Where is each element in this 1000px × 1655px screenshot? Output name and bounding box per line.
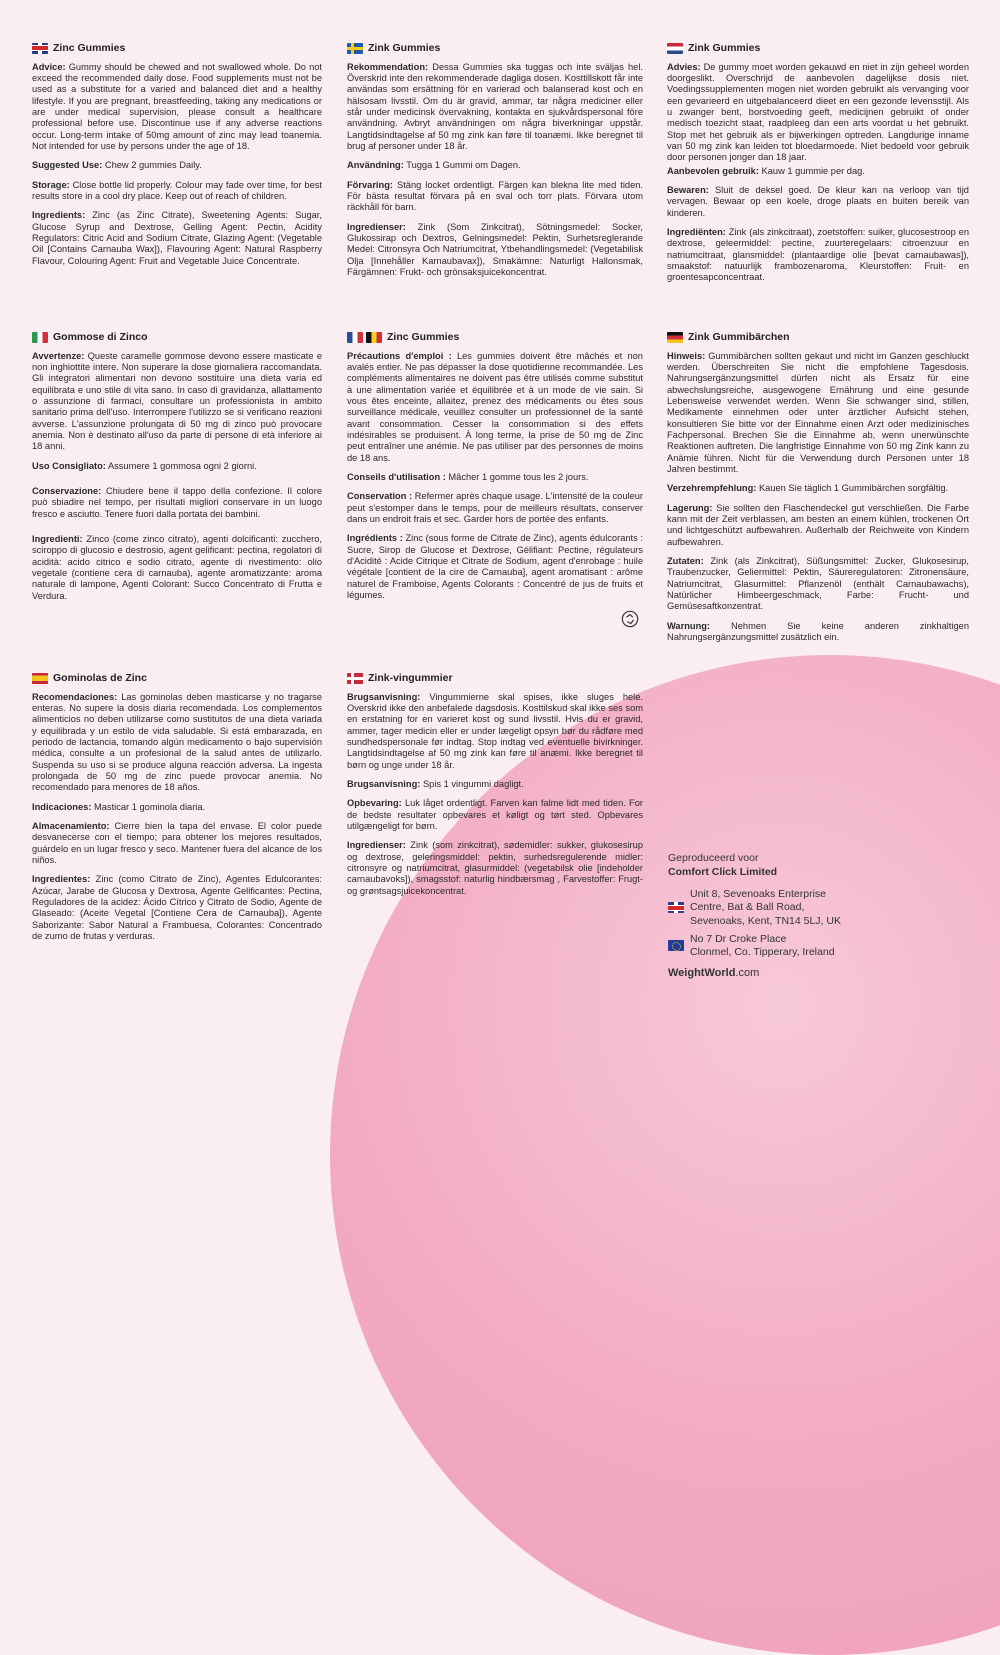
panel-es [32, 672, 322, 950]
denmark-flag-icon [347, 673, 363, 684]
company-name: Comfort Click Limited [668, 866, 778, 879]
panel-title: Gommose di Zinco [32, 331, 322, 344]
advice: Avvertenze: Queste caramelle gommose devono essere masticate e non inghiottite intere. Non superare la dose giornaliera raccomandata. Gli integratori alimentari non devono sostituire una dieta varia ed equilibrata e uno stile di vita sano. In caso di gravidanza, allattamento o assunzione di farmaci, consultare un professionista in ambito sanitario prima dell'uso. Interrompere l'utilizzo se si verificano reazioni avverse. L'assunzione prolungata di 50 mg di zinco può provocare anemia. Non è destinato all'uso da parte di persone di età inferiore ai 18 anni. [32, 350, 322, 452]
suggested-use: Brugsanvisning: Spis 1 vingummi dagligt. [347, 779, 524, 790]
storage: Förvaring: Stäng locket ordentligt. Färgen kan blekna lite med tiden. För bästa resultat förvara på en sval och torr plats. Förvara utom räckhåll för barn. [347, 179, 643, 213]
uk-flag-icon [32, 43, 48, 54]
storage: Bewaren: Sluit de deksel goed. De kleur kan na verloop van tijd vervagen. Bewaar op een koele, droge plaats en buiten bereik van kinderen. [667, 185, 969, 218]
website: WeightWorld.com [668, 966, 760, 979]
ingredients: Ingredientes: Zinc (como Citrato de Zinc), Agentes Edulcorantes: Azúcar, Jarabe de Glucosa y Dextrosa, Agente Gelificantes: Pectina, Reguladores de la acidez: Ácido Cítrico y Citrato de Sodio, Agente de Glaseado: (Aceite Vegetal [Contiene Cera de Carnauba]), Agente Saborizante: Sabor Natural a Frambuesa, Colorantes: Concentrado de zumo de frutas y verduras. [32, 874, 322, 942]
ingredients: Ingredienser: Zink (som zinkcitrat), sødemidler: sukker, glukosesirup og dextrose, geleringsmiddel: pektin, surhedsregulerende midler: citronsyre og natriumcitrat, glasurmiddel: (vegetabilsk olie [indeholder carnaubavoks]), smagsstof: naturlig hindbærsmag , Farvestoffer: Frugt- og grøntsagsjuicekoncentrat. [347, 840, 643, 896]
panel-title: Gominolas de Zinc [32, 672, 322, 685]
suggested-use: Verzehrempfehlung: Kauen Sie täglich 1 Gummibärchen sorgfältig. [667, 483, 949, 494]
panel-fr [347, 331, 643, 609]
advice: Advies: De gummy moet worden gekauwd en niet in zijn geheel worden doorgeslikt. Overschrijd de aanbevolen dagelijkse dosis niet. Voedingssupplementen mogen niet worden gebruikt als vervanging voor een gevarieerd en uitgebalanceerd dieet en een gezonde levensstijl. Als u zwanger bent, borstvoeding geeft, medicijnen gebruikt of onder medisch toezicht staat, raadpleeg dan een arts voordat u het gebruikt. Stop met het gebruik als er bijwerkingen optreden. Langdurige inname van 50 mg zink kan leiden tot bloedarmoede. Niet bedoeld voor gebruik door personen jonger dan 18 jaar. [667, 61, 969, 163]
advice: Advice: Gummy should be chewed and not swallowed whole. Do not exceed the recommended daily dose. Food supplements must not be used as a substitute for a varied and balanced diet and a healthy lifestyle. If you are pregnant, breastfeeding, taking any medications or are under medical supervision, please consult a healthcare professional before use. Discontinue use if any adverse reactions occur. Long-term intake of 50mg amount of zinc may lead toanemia. Not intended for use by persons under the age of 18. [32, 61, 322, 152]
panel-title: Zink Gummies [667, 42, 969, 55]
storage: Lagerung: Sie sollten den Flaschendeckel gut verschließen. Die Farbe kann mit der Zeit verblassen, am besten an einem kühlen, trockenen Ort und lichtgeschützt aufbewahren. Außerhalb der Reichweite von Kindern aufbewahren. [667, 502, 969, 547]
suggested-use: Indicaciones: Masticar 1 gominola diaria. [32, 801, 206, 812]
recycle-icon [621, 610, 639, 628]
italy-flag-icon [32, 332, 48, 343]
panel-se [347, 42, 643, 286]
spain-flag-icon [32, 673, 48, 684]
panel-title: Zink Gummies [347, 42, 643, 55]
uk-address: Unit 8, Sevenoaks Enterprise Centre, Bat & Ball Road, Sevenoaks, Kent, TN14 5LJ, UK [668, 888, 841, 927]
storage: Conservation : Refermer après chaque usage. L'intensité de la couleur peut s'estomper dans le temps, pour de meilleurs résultats, conserver dans un endroit frais et sec. Garder hors de portée des enfants. [347, 491, 643, 525]
france-flag-icon [347, 332, 363, 343]
ingredients: Ingredienser: Zink (Som Zinkcitrat), Sötningsmedel: Socker, Glukossirap och Dextros, Gelningsmedel: Pektin, Surhetsreglerande Medel: Citronsyra Och Natriumcitrat, Ytbehandlingsmedel: (Vegetabilisk Olja [Innehåller Karnaubavax]), Smakämne: Naturligt Hallonsmak, Färgämnen: Frukt- och grönsaksjuicekoncentrat. [347, 221, 643, 278]
ingredients: Ingredienti: Zinco (come zinco citrato), agenti dolcificanti: zucchero, sciroppo di glucosio e destrosio, agent gelificant: pectina, regolatori di acidità: acido citrico e sodio citrato, agente di rivestimento: olio vegetale (contiene cera di carnauba), agente aromatizzante: aroma naturale di lampone, Agenti Colorant: Succo Concentrato di Frutta e Verdura. [32, 534, 323, 601]
germany-flag-icon [667, 332, 683, 343]
panel-title: Zink Gummibärchen [667, 331, 969, 344]
suggested-use: Användning: Tugga 1 Gummi om Dagen. [347, 160, 521, 171]
eu-flag-icon [668, 940, 684, 951]
panel-de [667, 331, 969, 651]
eu-address: No 7 Dr Croke Place Clonmel, Co. Tipperary, Ireland [668, 933, 841, 959]
advice: Précautions d'emploi : Les gummies doivent être mâchés et non avalés entier. Ne pas dépasser la dose quotidienne recommandée. Les compléments alimentaires ne doivent pas être utilisés comme substitut à une alimentation variée et équilibrée et à un mode de vie sain. Si vous êtes enceinte, allaitez, prenez des médicaments ou êtes sous surveillance médicale, veuillez consulter un professionnel de la santé avant consommation. Cesser la consommation si des effets indésirables se produisent. À long terme, la prise de 50 mg de Zinc peut entraîner une anémie. Ne pas utiliser par des personnes de moins de 18 ans. [347, 350, 643, 463]
ingredients: Ingredients: Zinc (as Zinc Citrate), Sweetening Agents: Sugar, Glucose Syrup and Dextrose, Gelling Agent: Pectin, Acidity Regulators: Citric Acid and Sodium Citrate, Glazing Agent: (Vegetable Oil [Contains Carnauba Wax]), Flavouring Agent: Natural Raspberry Flavour, Colouring Agent: Fruit and Vegetable Juice Concentrate. [32, 210, 322, 266]
advice: Hinweis: Gummibärchen sollten gekaut und nicht im Ganzen geschluckt werden. Überschreiten Sie nicht die empfohlene Tagesdosis. Nahrungsergänzungsmittel dürfen nicht als Ersatz für eine abwechslungsreiche, ausgewogene Ernährung und eine gesunde Lebensweise verwendet werden. Wenn Sie schwanger sind, stillen, Medikamente einnehmen oder unter ärztlicher Aufsicht stehen, konsultieren Sie bitte vor der Einnahme einen Arzt oder medizinisches Fachpersonal. Brechen Sie die Einnahme ab, wenn unerwünschte Reaktionen auftreten. Die langfristige Einnahme von 50 mg Zink kann zu Anämie führen. Nicht für die Verwendung durch Personen unter 18 Jahren bestimmt. [667, 350, 969, 475]
netherlands-flag-icon [667, 43, 683, 54]
panel-en [32, 42, 322, 275]
ingredients: Zutaten: Zink (als Zinkcitrat), Süßungsmittel: Zucker, Glukosesirup, Traubenzucker, Geliermittel: Pektin, Säureregulatoren: Zitronensäure, Natriumcitrat, Glasurmittel: Pflanzenöl (enthält Carnaubawachs), Natürlicher Himbeergeschmack, Farbe: Frucht- und Gemüsesaftkonzentrat. [667, 556, 969, 612]
suggested-use: Suggested Use: Chew 2 gummies Daily. [32, 160, 202, 171]
belgium-flag-icon [366, 332, 382, 343]
uk-flag-icon [668, 902, 684, 913]
advice: Rekommendation: Dessa Gummies ska tuggas och inte sväljas hel. Överskrid inte den rekommenderade dagliga dosen. Kosttillskott får inte användas som ersättning för en varierad och balanserad kost och en hälsosam livsstil. Om du är gravid, ammar, tar några mediciner eller står under medicinsk övervakning, kontakta en sjukvårdspersonal före användning. Avbryt användningen om några biverkningar uppstår. Langtidsindtagelse af 50 mg zink kan føre til toanæmi. Ikke beregnet til brug af personer under 18 år. [347, 61, 643, 152]
sweden-flag-icon [347, 43, 363, 54]
ingredients: Ingrediënten: Zink (als zinkcitraat), zoetstoffen: suiker, glucosestroop en dextrose, geleermiddel: pectine, zuurteregelaars: citroenzuur en natriumcitraat, glansmiddel: (plantaardige olie [bevat carnaubawas]), smaakstof: natuurlijk frambozenaroma, Kleurstoffen: Fruit- en groentesapconcentraat. [667, 227, 969, 283]
panel-dk [347, 672, 643, 905]
storage: Opbevaring: Luk låget ordentligt. Farven kan falme lidt med tiden. For de bedste resultater opbevares et køligt og tørt sted. Opbevares utilgængeligt for børn. [347, 798, 643, 832]
manufacturer-info [668, 852, 841, 981]
produced-for: Geproduceerd voor [668, 852, 759, 864]
panel-title: Zink-vingummier [347, 672, 643, 685]
advice: Recomendaciones: Las gominolas deben masticarse y no tragarse enteras. No supere la dosis diaria recomendada. Los complementos alimenticios no deben utilizarse como sustitutos de una dieta variada y equilibrada y un estilo de vida saludable. Si está embarazada, en periodo de lactancia, tomando algún medicamento o bajo supervisión médica, consulte a un profesional de la salud antes de utilizarlo. Suspenda su uso si se produce alguna reacción adversa. La ingesta prolongada de 50 mg de zinc puede provocar anemia. No recomendado para menores de 18 años. [32, 691, 322, 793]
storage: Conservazione: Chiudere bene il tappo della confezione. Il colore può sbiadire nel tempo, per risultati migliori conservare in un luogo fresco e asciutto. Tenere fuori dalla portata dei bambini. [32, 486, 322, 519]
panel-title: Zinc Gummies [347, 331, 643, 344]
suggested-use: Conseils d'utilisation : Mâcher 1 gomme tous les 2 jours. [347, 472, 589, 483]
suggested-use: Aanbevolen gebruik: Kauw 1 gummie per dag. [667, 165, 865, 176]
advice: Brugsanvisning: Vingummierne skal spises, ikke sluges hele. Overskrid ikke den anbefalede dagsdosis. Kosttilskud skal ikke ses som en erstatning for en varieret kost og sund livsstil. Hvis du er gravid, ammer, tager medicin eller er under lægeligt opsyn bør du rådføre med sundhedspersonale før indtag. Stop indtag ved eventuelle bivirkninger. Langtidsindtagelse af 50 mg zink kan føre til anæmi. Ikke beregnet til børn og unge under 18 år. [347, 691, 643, 770]
warning: Warnung: Nehmen Sie keine anderen zinkhaltigen Nahrungsergänzungsmittel zusätzlich ein. [667, 620, 969, 643]
panel-title: Zinc Gummies [32, 42, 322, 55]
storage: Almacenamiento: Cierre bien la tapa del envase. El color puede desvanecerse con el tiempo; para obtener los mejores resultados, guárdelo en un lugar fresco y seco. Mantener fuera del alcance de los niños. [32, 821, 322, 866]
suggested-use: Uso Consigliato: Assumere 1 gommosa ogni 2 giorni. [32, 460, 257, 471]
ingredients: Ingrédients : Zinc (sous forme de Citrate de Zinc), agents édulcorants : Sucre, Sirop de Glucose et Dextrose, Gélifiant: Pectine, régulateurs d'Acidité : Acide Citrique et Citrate de Sodium, agent d'enrobage : huile végétale [contient de la cire de Carnauba], agent aromatisant : arôme naturel de Framboise, Agents Colorants : Concentré de jus de fruits et légumes. [347, 533, 643, 601]
storage: Storage: Close bottle lid properly. Colour may fade over time, for best results store in a cool dry place. Keep out of reach of children. [32, 179, 322, 202]
panel-it [32, 331, 322, 610]
panel-nl [667, 42, 969, 292]
